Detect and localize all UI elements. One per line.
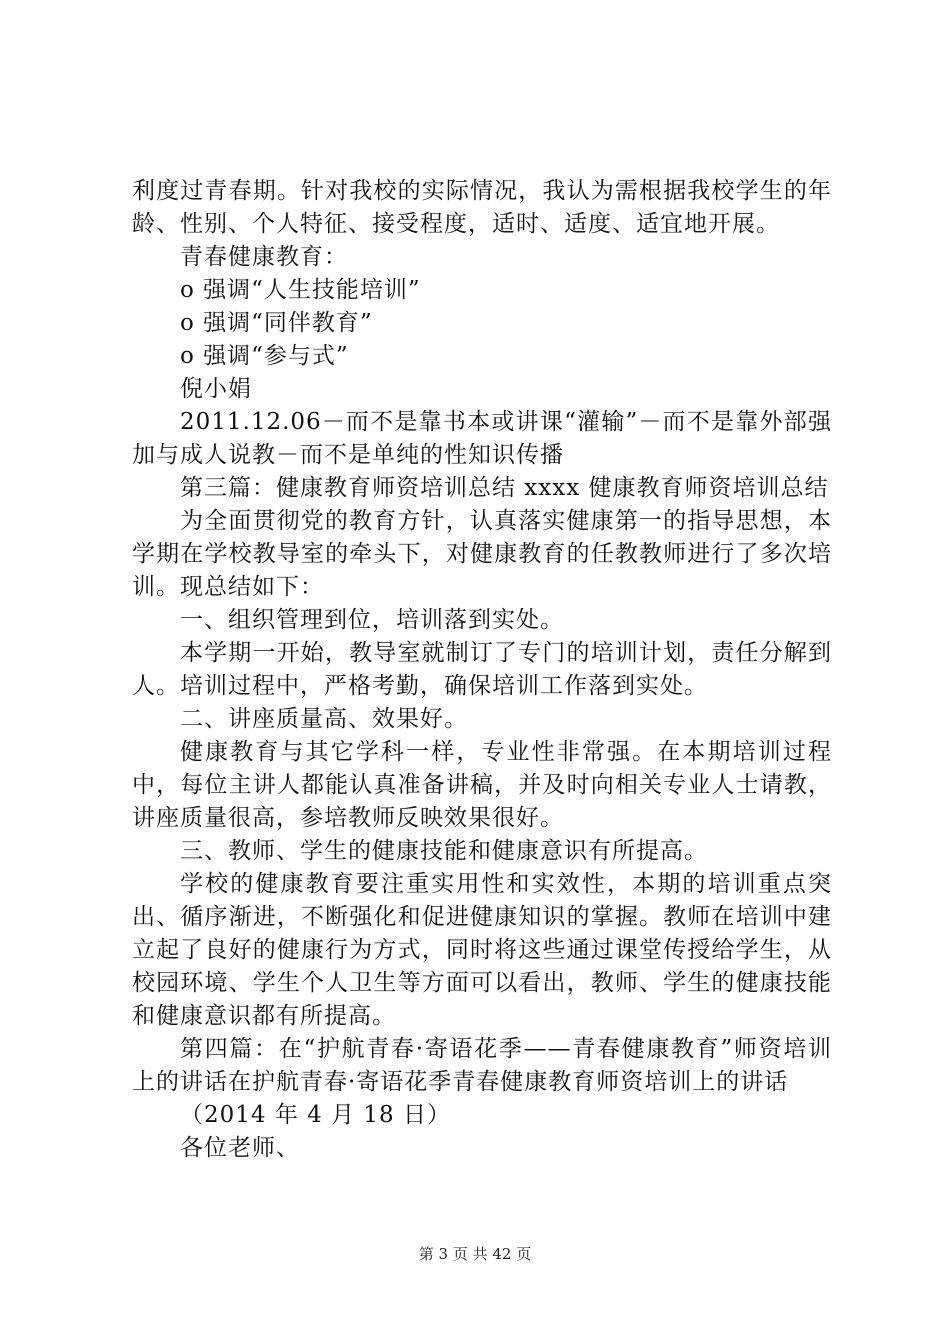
subheading: 二、讲座质量高、效果好。	[180, 706, 468, 732]
page-footer: 第 3 页 共 42 页	[418, 1245, 532, 1263]
paragraph: 学校的健康教育要注重实用性和实效性，本期的培训重点突出、循序渐进，不断强化和促进健康知识的掌握。教师在培训中建立起了良好的健康行为方式，同时将这些通过课堂传授给学生，从校园环境、学生个人卫生等方面可以看出，教师、学生的健康技能和健康意识都有所提高。	[132, 871, 832, 1029]
paragraph: 2011.12.06－而不是靠书本或讲课“灌输”－而不是靠外部强加与成人说教－而不是单纯的性知识传播	[132, 409, 832, 468]
list-item: o 强调“同伴教育”	[180, 310, 373, 336]
date-line: （2014 年 4 月 18 日）	[180, 1102, 451, 1128]
paragraph: 为全面贯彻党的教育方针，认真落实健康第一的指导思想，本学期在学校教导室的牵头下，对健康教育的任教教师进行了多次培训。现总结如下：	[132, 508, 832, 600]
subheading: 一、组织管理到位，培训落到实处。	[180, 607, 564, 633]
document-body	[132, 175, 832, 1165]
list-item: o 强调“参与式”	[180, 343, 349, 369]
paragraph: 青春健康教育：	[180, 244, 348, 270]
salutation: 各位老师、	[180, 1135, 300, 1161]
paragraph: 利度过青春期。针对我校的实际情况，我认为需根据我校学生的年龄、性别、个人特征、接受程度，适时、适度、适宜地开展。	[132, 178, 832, 237]
section-heading: 第三篇：健康教育师资培训总结 xxxx 健康教育师资培训总结	[180, 475, 829, 501]
section-heading: 第四篇：在“护航青春·寄语花季——青春健康教育”师资培训上的讲话在护航青春·寄语花季青春健康教育师资培训上的讲话	[132, 1036, 832, 1095]
subheading: 三、教师、学生的健康技能和健康意识有所提高。	[180, 838, 708, 864]
list-item: o 强调“人生技能培训”	[180, 277, 421, 303]
paragraph: 本学期一开始，教导室就制订了专门的培训计划，责任分解到人。培训过程中，严格考勤，确保培训工作落到实处。	[132, 640, 832, 699]
paragraph: 健康教育与其它学科一样，专业性非常强。在本期培训过程中，每位主讲人都能认真准备讲稿，并及时向相关专业人士请教，讲座质量很高，参培教师反映效果很好。	[132, 739, 832, 831]
author-name: 倪小娟	[180, 376, 252, 402]
